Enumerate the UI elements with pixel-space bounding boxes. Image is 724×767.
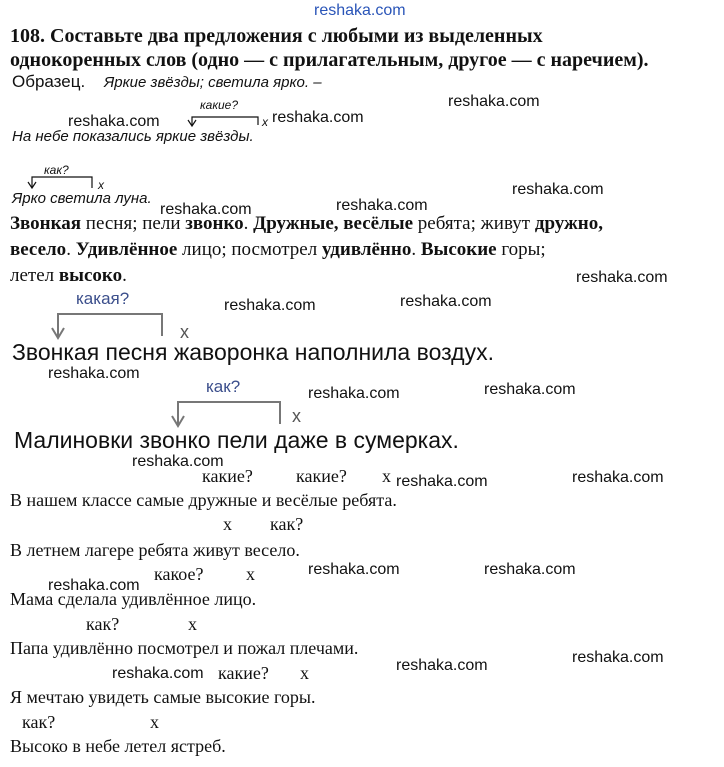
extra-sentence-1: В нашем классе самые дружные и весёлые ребята. xyxy=(10,490,397,510)
extra-sentence-2: В летнем лагере ребята живут весело. xyxy=(10,540,300,560)
example-arrow-1 xyxy=(188,117,258,126)
watermark: reshaka.com xyxy=(112,665,204,682)
mark-2a: x xyxy=(223,514,232,534)
watermark: reshaka.com xyxy=(484,561,576,578)
extra-sentence-5: Я мечтаю увидеть самые высокие горы. xyxy=(10,687,316,707)
answer-x-2: x xyxy=(292,406,301,426)
watermark: reshaka.com xyxy=(572,469,664,486)
plain-text: . xyxy=(122,265,127,286)
mark-1b: какие? xyxy=(296,466,347,486)
answer-sentence-2: Малиновки звонко пели даже в сумерках. xyxy=(14,427,459,453)
example-text: Яркие звёзды; светила ярко. – xyxy=(104,74,322,91)
watermark: reshaka.com xyxy=(48,577,140,594)
watermark: reshaka.com xyxy=(448,93,540,110)
plain-text: летел xyxy=(10,265,59,286)
highlighted-word: Высокие xyxy=(420,239,497,260)
plain-text: песня; пели xyxy=(81,213,186,234)
answer-question-2: как? xyxy=(206,377,241,396)
plain-text: . xyxy=(243,213,254,234)
watermark-top: reshaka.com xyxy=(314,2,406,19)
plain-text: ребята; живут xyxy=(413,213,535,234)
watermark: reshaka.com xyxy=(576,269,668,286)
highlighted-word: звонко xyxy=(185,213,244,234)
example-question-2: как? xyxy=(44,163,69,177)
mark-3a: какое? xyxy=(154,564,204,584)
highlighted-word: Дружные, весёлые xyxy=(253,213,414,234)
mark-1c: x xyxy=(382,466,391,486)
watermark: reshaka.com xyxy=(224,297,316,314)
example-sentence-2: Ярко светила луна. xyxy=(12,190,152,207)
watermark: reshaka.com xyxy=(396,473,488,490)
mark-5a: какие? xyxy=(218,663,269,683)
mark-1a: какие? xyxy=(202,466,253,486)
example-x-1: x xyxy=(262,115,268,129)
extra-sentence-3: Мама сделала удивлённое лицо. xyxy=(10,589,257,609)
plain-text: . xyxy=(66,239,76,260)
example-head: Образец. xyxy=(12,72,86,91)
watermark: reshaka.com xyxy=(132,453,224,470)
mark-6b: x xyxy=(150,712,159,732)
watermark: reshaka.com xyxy=(160,201,252,218)
plain-text: горы; xyxy=(496,239,546,260)
example-x-2: x xyxy=(98,178,104,192)
mark-2b: как? xyxy=(270,514,304,534)
watermark: reshaka.com xyxy=(336,197,428,214)
extra-sentence-6: Высоко в небе летел ястреб. xyxy=(10,736,226,756)
watermark: reshaka.com xyxy=(400,293,492,310)
answer-arrow-1 xyxy=(52,314,162,338)
highlighted-word: весело xyxy=(10,239,67,260)
answer-x-1: x xyxy=(180,322,189,342)
mark-3b: x xyxy=(246,564,255,584)
watermark: reshaka.com xyxy=(484,381,576,398)
mark-4a: как? xyxy=(86,614,120,634)
answer-question-1: какая? xyxy=(76,289,130,308)
highlighted-word: удивлённо xyxy=(321,239,412,260)
watermark: reshaka.com xyxy=(308,561,400,578)
highlighted-word: Звонкая xyxy=(10,213,82,234)
highlighted-word: высоко xyxy=(58,265,123,286)
answer-arrow-2 xyxy=(172,402,280,426)
plain-text: лицо; посмотрел xyxy=(177,239,322,260)
task-text-1: Составьте два предложения с любыми из выделенных xyxy=(50,25,543,47)
watermark: reshaka.com xyxy=(308,385,400,402)
answer-sentence-1: Звонкая песня жаворонка наполнила воздух. xyxy=(12,339,494,365)
watermark: reshaka.com xyxy=(572,649,664,666)
highlighted-word: Удивлённое xyxy=(75,239,178,260)
watermark: reshaka.com xyxy=(396,657,488,674)
task-line-2: однокоренных слов (одно — с прилагательным, другое — с наречием). xyxy=(10,49,649,71)
watermark: reshaka.com xyxy=(48,365,140,382)
mark-6a: как? xyxy=(22,712,56,732)
example-question-1: какие? xyxy=(200,98,239,112)
mark-5b: x xyxy=(300,663,309,683)
mark-4b: x xyxy=(188,614,197,634)
watermark: reshaka.com xyxy=(512,181,604,198)
example-arrow-2 xyxy=(28,177,92,188)
extra-sentence-4: Папа удивлённо посмотрел и пожал плечами. xyxy=(10,638,359,658)
watermark: reshaka.com xyxy=(272,109,364,126)
plain-text: . xyxy=(411,239,421,260)
example-sentence-1: На небе показались яркие звёзды. xyxy=(12,128,254,145)
highlighted-word: дружно, xyxy=(534,213,603,234)
task-number: 108. xyxy=(10,25,45,47)
watermark: reshaka.com xyxy=(68,113,160,130)
